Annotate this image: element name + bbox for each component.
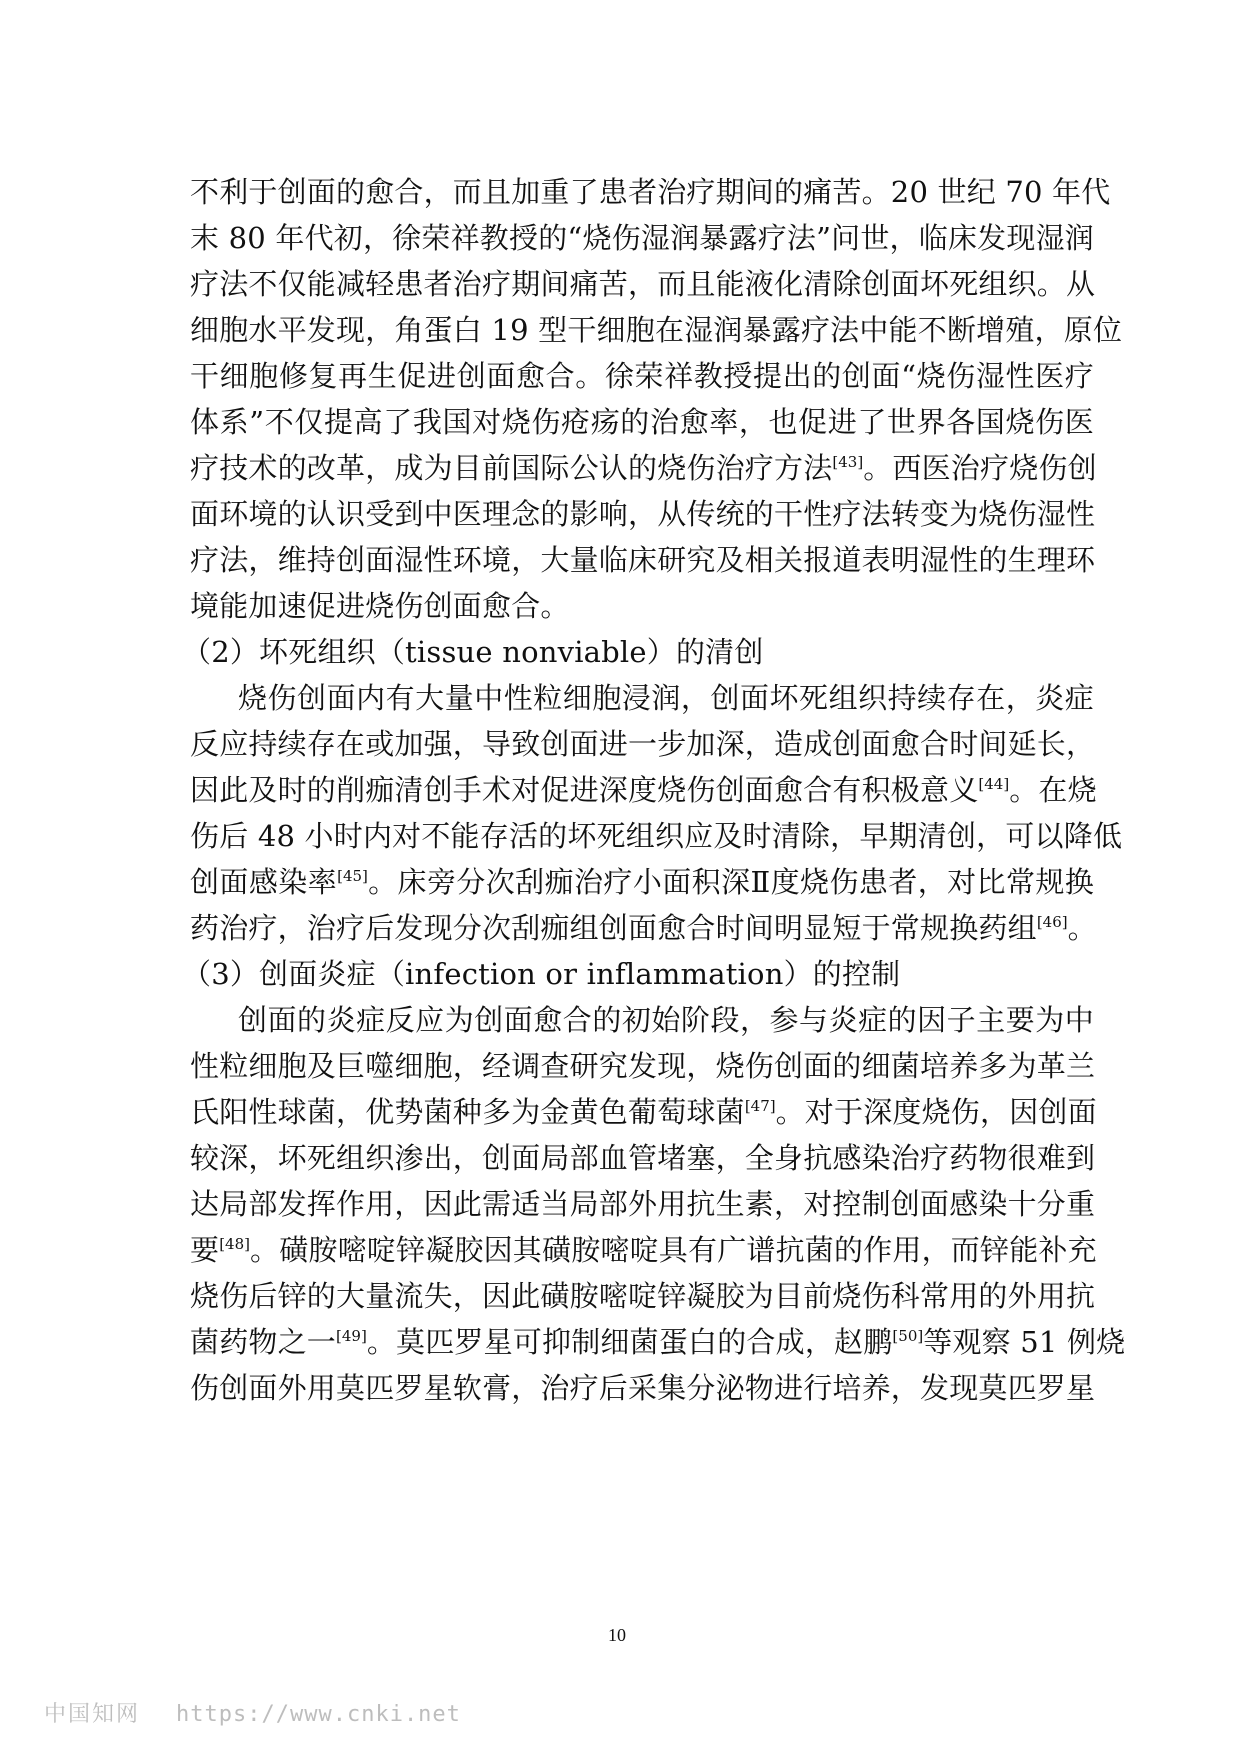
- line-text: 药治疗，治疗后发现分次刮痂组创面愈合时间明显短于常规换药组: [190, 911, 1037, 945]
- body-line: [190, 908, 1097, 948]
- body-line: 创面的炎症反应为创面愈合的初始阶段，参与炎症的因子主要为中: [238, 1003, 1094, 1037]
- body-line: 疗法，维持创面湿性环境，大量临床研究及相关报道表明湿性的生理环: [190, 543, 1096, 577]
- watermark-url: https://www.cnki.net: [176, 1702, 461, 1727]
- line-text: 创面感染率: [190, 865, 338, 899]
- citation-ref: [49]: [336, 1327, 367, 1345]
- cnki-watermark: [44, 1700, 461, 1730]
- body-line: 烧伤创面内有大量中性粒细胞浸润，创面坏死组织持续存在，炎症: [238, 681, 1094, 715]
- body-line: 干细胞修复再生促进创面愈合。徐荣祥教授提出的创面“烧伤湿性医疗: [190, 359, 1094, 393]
- body-line: 反应持续存在或加强，导致创面进一步加深，造成创面愈合时间延长，: [190, 727, 1096, 761]
- citation-ref: [45]: [337, 867, 368, 885]
- line-text: 。磺胺嘧啶锌凝胶因其磺胺嘧啶具有广谱抗菌的作用，而锌能补充: [250, 1233, 1097, 1267]
- body-line: 面环境的认识受到中医理念的影响，从传统的干性疗法转变为烧伤湿性: [190, 497, 1096, 531]
- body-line: 伤后 48 小时内对不能存活的坏死组织应及时清除，早期清创，可以降低: [190, 819, 1123, 853]
- body-line: [190, 862, 1094, 902]
- body-line: 伤创面外用莫匹罗星软膏，治疗后采集分泌物进行培养，发现莫匹罗星: [190, 1371, 1096, 1405]
- line-text: 疗技术的改革，成为目前国际公认的烧伤治疗方法: [190, 451, 833, 485]
- body-line: 疗法不仅能减轻患者治疗期间痛苦，而且能液化清除创面坏死组织。从: [190, 267, 1096, 301]
- line-text: 。莫匹罗星可抑制细菌蛋白的合成，赵鹏: [366, 1325, 893, 1359]
- page-number: 10: [608, 1625, 626, 1645]
- body-line: 烧伤后锌的大量流失，因此磺胺嘧啶锌凝胶为目前烧伤科常用的外用抗: [190, 1279, 1096, 1313]
- body-line: 末 80 年代初，徐荣祥教授的“烧伤湿润暴露疗法”问世，临床发现湿润: [190, 221, 1094, 255]
- section-heading: （2）坏死组织（tissue nonviable）的清创: [182, 635, 764, 669]
- line-text: 因此及时的削痂清创手术对促进深度烧伤创面愈合有积极意义: [190, 773, 979, 807]
- body-line: [190, 1230, 1097, 1270]
- body-line: 性粒细胞及巨噬细胞，经调查研究发现，烧伤创面的细菌培养多为革兰: [190, 1049, 1096, 1083]
- watermark-logo: 中国知网: [44, 1702, 141, 1727]
- body-line: [190, 448, 1097, 488]
- body-line: 较深，坏死组织渗出，创面局部血管堵塞，全身抗感染治疗药物很难到: [190, 1141, 1096, 1175]
- line-text: 。对于深度烧伤，因创面: [775, 1095, 1097, 1129]
- body-line: 体系”不仅提高了我国对烧伤疮疡的治愈率，也促进了世界各国烧伤医: [190, 405, 1094, 439]
- citation-ref: [46]: [1036, 913, 1068, 931]
- body-line: 细胞水平发现，角蛋白 19 型干细胞在湿润暴露疗法中能不断增殖，原位: [190, 313, 1123, 347]
- line-text: 菌药物之一: [190, 1325, 337, 1359]
- line-text: 。西医治疗烧伤创: [863, 451, 1097, 485]
- body-line: [190, 1092, 1097, 1132]
- line-text: 。: [1067, 911, 1097, 945]
- line-text: 。床旁分次刮痂治疗小面积深Ⅱ度烧伤患者，对比常规换: [367, 865, 1094, 899]
- line-text: 等观察 51 例烧: [923, 1325, 1126, 1359]
- citation-ref: [48]: [219, 1235, 250, 1253]
- citation-ref: [47]: [744, 1097, 776, 1115]
- citation-ref: [44]: [978, 775, 1010, 793]
- citation-ref: [50]: [892, 1327, 924, 1345]
- line-text: 要: [190, 1233, 220, 1267]
- section-heading: （3）创面炎症（infection or inflammation）的控制: [182, 957, 901, 991]
- line-text: 。在烧: [1009, 773, 1097, 807]
- body-line: 境能加速促进烧伤创面愈合。: [190, 589, 570, 623]
- body-line: 达局部发挥作用，因此需适当局部外用抗生素，对控制创面感染十分重: [190, 1187, 1096, 1221]
- body-line: [190, 770, 1097, 810]
- body-line: [190, 1322, 1126, 1362]
- line-text: 氏阳性球菌，优势菌种多为金黄色葡萄球菌: [190, 1095, 745, 1129]
- citation-ref: [43]: [832, 453, 864, 471]
- body-line: 不利于创面的愈合，而且加重了患者治疗期间的痛苦。20 世纪 70 年代: [190, 175, 1111, 209]
